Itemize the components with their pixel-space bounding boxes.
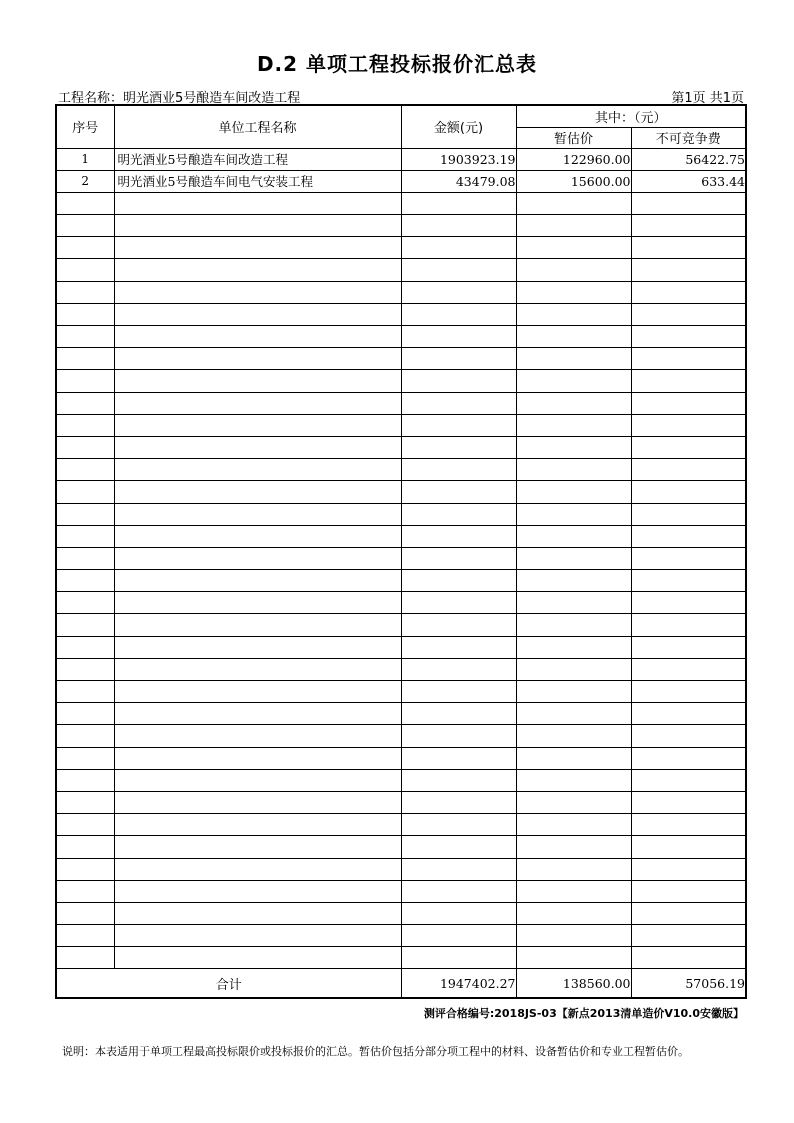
empty-cell [114, 436, 401, 458]
empty-cell [56, 215, 114, 237]
row-provisional: 15600.00 [516, 170, 631, 192]
empty-cell [56, 503, 114, 525]
empty-cell [114, 547, 401, 569]
empty-row [56, 880, 746, 902]
empty-cell [631, 570, 746, 592]
empty-row [56, 836, 746, 858]
empty-cell [114, 747, 401, 769]
empty-cell [114, 814, 401, 836]
header-name: 单位工程名称 [114, 105, 401, 148]
empty-row [56, 215, 746, 237]
empty-cell [114, 836, 401, 858]
empty-cell [401, 414, 516, 436]
empty-row [56, 481, 746, 503]
row-amount: 43479.08 [401, 170, 516, 192]
empty-cell [401, 836, 516, 858]
empty-cell [401, 703, 516, 725]
empty-cell [631, 636, 746, 658]
row-provisional: 122960.00 [516, 148, 631, 170]
empty-cell [631, 392, 746, 414]
empty-cell [56, 836, 114, 858]
empty-cell [56, 392, 114, 414]
empty-cell [114, 503, 401, 525]
total-row [56, 969, 746, 998]
empty-row [56, 902, 746, 924]
empty-cell [631, 348, 746, 370]
empty-cell [114, 947, 401, 969]
empty-cell [114, 459, 401, 481]
empty-cell [516, 725, 631, 747]
certification-text: 测评合格编号:2018JS-03【新点2013清单造价V10.0安徽版】 [423, 1007, 744, 1020]
empty-cell [516, 791, 631, 813]
row-name: 明光酒业5号酿造车间电气安装工程 [114, 170, 401, 192]
empty-cell [631, 747, 746, 769]
empty-row [56, 281, 746, 303]
empty-cell [631, 459, 746, 481]
empty-cell [56, 769, 114, 791]
empty-row [56, 791, 746, 813]
empty-cell [401, 791, 516, 813]
empty-cell [401, 636, 516, 658]
empty-cell [56, 858, 114, 880]
empty-cell [114, 370, 401, 392]
empty-cell [114, 570, 401, 592]
empty-cell [401, 880, 516, 902]
empty-cell [401, 215, 516, 237]
empty-cell [631, 791, 746, 813]
empty-row [56, 592, 746, 614]
empty-cell [401, 392, 516, 414]
empty-cell [56, 303, 114, 325]
empty-cell [516, 636, 631, 658]
empty-cell [56, 791, 114, 813]
empty-cell [56, 614, 114, 636]
empty-cell [114, 326, 401, 348]
empty-row [56, 725, 746, 747]
table-row [56, 148, 746, 170]
empty-cell [516, 348, 631, 370]
table-body [56, 148, 746, 969]
empty-row [56, 925, 746, 947]
empty-cell [401, 902, 516, 924]
empty-cell [516, 215, 631, 237]
row-noncompetitive: 633.44 [631, 170, 746, 192]
empty-cell [114, 525, 401, 547]
empty-cell [56, 902, 114, 924]
empty-row [56, 681, 746, 703]
empty-cell [56, 636, 114, 658]
empty-cell [114, 614, 401, 636]
total-noncompetitive: 57056.19 [631, 969, 746, 998]
empty-cell [631, 658, 746, 680]
empty-cell [56, 348, 114, 370]
empty-cell [401, 747, 516, 769]
empty-cell [56, 414, 114, 436]
empty-cell [114, 681, 401, 703]
empty-cell [56, 259, 114, 281]
empty-cell [516, 925, 631, 947]
empty-row [56, 192, 746, 214]
empty-cell [114, 481, 401, 503]
empty-cell [631, 681, 746, 703]
header-seq: 序号 [56, 105, 114, 148]
empty-cell [401, 281, 516, 303]
empty-cell [516, 503, 631, 525]
empty-cell [516, 281, 631, 303]
empty-cell [401, 570, 516, 592]
empty-row [56, 436, 746, 458]
total-provisional: 138560.00 [516, 969, 631, 998]
empty-cell [56, 925, 114, 947]
empty-row [56, 747, 746, 769]
empty-cell [114, 259, 401, 281]
empty-cell [516, 481, 631, 503]
empty-cell [516, 858, 631, 880]
empty-row [56, 326, 746, 348]
empty-row [56, 459, 746, 481]
empty-cell [56, 281, 114, 303]
empty-cell [56, 725, 114, 747]
empty-cell [516, 303, 631, 325]
header-of-which: 其中：（元） [516, 105, 746, 127]
empty-row [56, 503, 746, 525]
empty-cell [631, 215, 746, 237]
empty-cell [401, 503, 516, 525]
project-name: 工程名称：明光酒业5号酿造车间改造工程 [58, 91, 301, 106]
empty-cell [631, 525, 746, 547]
empty-cell [401, 725, 516, 747]
empty-cell [401, 525, 516, 547]
empty-cell [114, 858, 401, 880]
empty-cell [56, 747, 114, 769]
empty-cell [401, 303, 516, 325]
empty-cell [516, 547, 631, 569]
empty-row [56, 348, 746, 370]
empty-cell [56, 481, 114, 503]
empty-cell [114, 725, 401, 747]
empty-cell [401, 481, 516, 503]
row-noncompetitive: 56422.75 [631, 148, 746, 170]
empty-cell [631, 414, 746, 436]
empty-cell [516, 414, 631, 436]
row-amount: 1903923.19 [401, 148, 516, 170]
empty-cell [631, 547, 746, 569]
empty-cell [631, 614, 746, 636]
empty-cell [401, 947, 516, 969]
empty-cell [516, 769, 631, 791]
empty-cell [631, 769, 746, 791]
empty-row [56, 570, 746, 592]
empty-cell [56, 547, 114, 569]
empty-cell [114, 392, 401, 414]
empty-cell [631, 880, 746, 902]
page-title: D.2 单项工程投标报价汇总表 [256, 52, 538, 76]
empty-cell [631, 481, 746, 503]
empty-cell [631, 947, 746, 969]
empty-cell [56, 525, 114, 547]
total-label: 合计 [56, 969, 401, 998]
empty-cell [631, 902, 746, 924]
empty-row [56, 769, 746, 791]
empty-row [56, 392, 746, 414]
empty-cell [516, 836, 631, 858]
empty-cell [516, 259, 631, 281]
empty-cell [114, 237, 401, 259]
empty-cell [114, 925, 401, 947]
empty-cell [114, 769, 401, 791]
empty-cell [401, 681, 516, 703]
empty-row [56, 303, 746, 325]
empty-cell [56, 592, 114, 614]
empty-cell [56, 814, 114, 836]
empty-cell [56, 237, 114, 259]
empty-cell [114, 215, 401, 237]
empty-row [56, 414, 746, 436]
empty-cell [516, 681, 631, 703]
empty-cell [516, 880, 631, 902]
empty-cell [516, 814, 631, 836]
empty-cell [631, 836, 746, 858]
empty-cell [114, 902, 401, 924]
empty-cell [56, 658, 114, 680]
empty-cell [516, 525, 631, 547]
empty-row [56, 547, 746, 569]
empty-cell [631, 436, 746, 458]
empty-row [56, 658, 746, 680]
empty-cell [401, 237, 516, 259]
empty-row [56, 814, 746, 836]
empty-cell [516, 459, 631, 481]
empty-cell [401, 814, 516, 836]
empty-cell [401, 436, 516, 458]
empty-cell [631, 281, 746, 303]
empty-cell [516, 326, 631, 348]
empty-cell [401, 658, 516, 680]
row-seq: 2 [56, 170, 114, 192]
empty-cell [631, 326, 746, 348]
empty-cell [631, 237, 746, 259]
empty-cell [516, 614, 631, 636]
empty-cell [56, 681, 114, 703]
empty-cell [114, 192, 401, 214]
empty-cell [516, 570, 631, 592]
empty-cell [631, 370, 746, 392]
empty-cell [401, 326, 516, 348]
empty-cell [516, 747, 631, 769]
empty-cell [114, 414, 401, 436]
empty-row [56, 259, 746, 281]
empty-cell [114, 703, 401, 725]
empty-cell [56, 570, 114, 592]
empty-cell [516, 592, 631, 614]
empty-cell [516, 237, 631, 259]
empty-cell [114, 348, 401, 370]
empty-cell [114, 281, 401, 303]
empty-row [56, 703, 746, 725]
empty-cell [56, 436, 114, 458]
empty-cell [114, 658, 401, 680]
empty-cell [516, 703, 631, 725]
page-info: 第1页 共1页 [671, 91, 744, 106]
empty-cell [56, 703, 114, 725]
empty-cell [631, 259, 746, 281]
empty-cell [631, 858, 746, 880]
empty-cell [56, 459, 114, 481]
empty-cell [114, 592, 401, 614]
empty-cell [516, 947, 631, 969]
empty-cell [401, 858, 516, 880]
empty-cell [516, 658, 631, 680]
empty-cell [56, 880, 114, 902]
empty-cell [401, 259, 516, 281]
empty-row [56, 237, 746, 259]
empty-cell [401, 769, 516, 791]
empty-row [56, 947, 746, 969]
empty-cell [516, 370, 631, 392]
empty-cell [114, 880, 401, 902]
empty-cell [401, 192, 516, 214]
empty-cell [516, 192, 631, 214]
empty-cell [631, 703, 746, 725]
empty-cell [401, 925, 516, 947]
empty-cell [631, 725, 746, 747]
empty-cell [56, 947, 114, 969]
empty-cell [401, 614, 516, 636]
empty-cell [516, 436, 631, 458]
empty-cell [401, 370, 516, 392]
empty-cell [114, 303, 401, 325]
header-noncompetitive: 不可竞争费 [631, 127, 746, 148]
header-provisional: 暂估价 [516, 127, 631, 148]
empty-cell [631, 592, 746, 614]
empty-row [56, 614, 746, 636]
empty-cell [631, 814, 746, 836]
empty-row [56, 636, 746, 658]
empty-cell [516, 392, 631, 414]
empty-cell [516, 902, 631, 924]
empty-row [56, 858, 746, 880]
empty-cell [56, 326, 114, 348]
empty-row [56, 525, 746, 547]
empty-cell [631, 303, 746, 325]
total-amount: 1947402.27 [401, 969, 516, 998]
empty-cell [56, 192, 114, 214]
header-amount: 金额(元) [401, 105, 516, 148]
empty-cell [401, 459, 516, 481]
empty-cell [401, 547, 516, 569]
empty-cell [56, 370, 114, 392]
empty-cell [631, 925, 746, 947]
empty-row [56, 370, 746, 392]
table-note: 说明：本表适用于单项工程最高投标限价或投标报价的汇总。暂估价包括分部分项工程中的材料、设备暂估价和专业工程暂估价。 [62, 1045, 689, 1058]
empty-cell [114, 636, 401, 658]
empty-cell [631, 192, 746, 214]
row-seq: 1 [56, 148, 114, 170]
empty-cell [401, 348, 516, 370]
table-row [56, 170, 746, 192]
row-name: 明光酒业5号酿造车间改造工程 [114, 148, 401, 170]
empty-cell [401, 592, 516, 614]
empty-cell [114, 791, 401, 813]
empty-cell [631, 503, 746, 525]
summary-table [55, 104, 747, 999]
